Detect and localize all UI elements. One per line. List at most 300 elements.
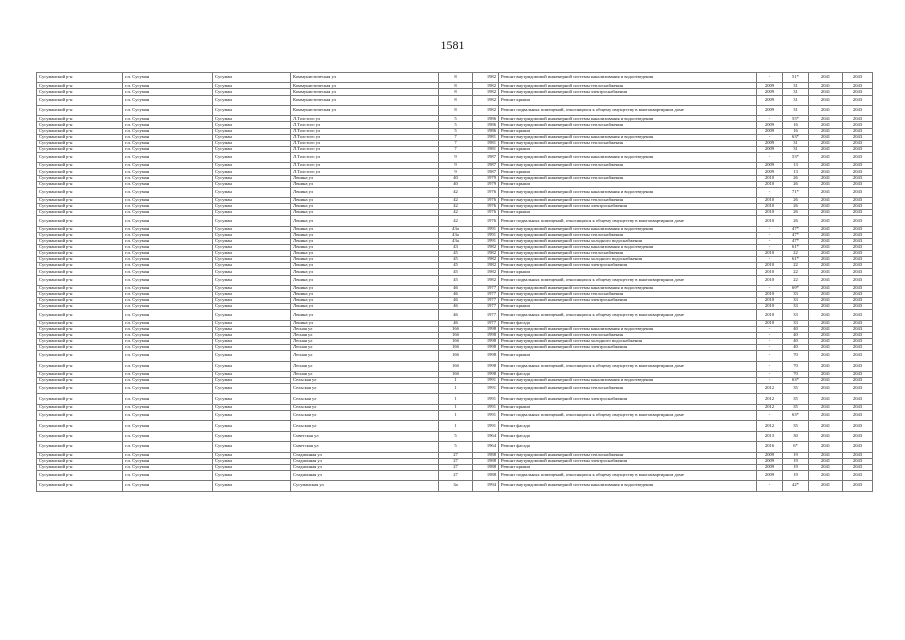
cell-work: Ремонт подвальных помещений, относящихся к общему имуществу в многоквартирном доме <box>499 310 757 320</box>
cell-period-end: 2043 <box>843 140 873 146</box>
cell-house: 27 <box>439 452 473 458</box>
cell-settlement: г.п. Сусуман <box>123 198 213 204</box>
cell-house: 8 <box>439 73 473 83</box>
cell-street: Ленина ул <box>291 251 439 257</box>
cell-street: Коммунистическая ул <box>291 89 439 95</box>
cell-municipality: Сусуман <box>213 83 291 89</box>
cell-house: 1 <box>439 394 473 404</box>
cell-street: Ленина ул <box>291 245 439 251</box>
cell-house: 7 <box>439 140 473 146</box>
cell-house: 8 <box>439 95 473 105</box>
cell-house: 43 <box>439 245 473 251</box>
cell-district: Сусуманский р-н <box>37 128 123 134</box>
cell-district: Сусуманский р-н <box>37 371 123 377</box>
cell-work: Ремонт внутридомовой инженерной системы канализования и водоотведения <box>499 134 757 140</box>
cell-plan-from: 2010 <box>757 210 783 216</box>
cell-plan-from: 2009 <box>757 128 783 134</box>
cell-house: 3а <box>439 481 473 491</box>
cell-settlement: г.п. Сусуман <box>123 332 213 338</box>
cell-plan-from: - <box>757 226 783 232</box>
cell-work: Ремонт крыши <box>499 269 757 275</box>
cell-plan-from: 2009 <box>757 470 783 480</box>
cell-municipality: Сусуман <box>213 421 291 431</box>
cell-settlement: г.п. Сусуман <box>123 163 213 169</box>
cell-period-end: 2043 <box>843 73 873 83</box>
cell-settlement: г.п. Сусуман <box>123 320 213 326</box>
cell-plan-from: 2009 <box>757 122 783 128</box>
cell-settlement: г.п. Сусуман <box>123 378 213 384</box>
cell-house: 8 <box>439 105 473 115</box>
cell-district: Сусуманский р-н <box>37 73 123 83</box>
cell-district: Сусуманский р-н <box>37 378 123 384</box>
cell-house: 46 <box>439 304 473 310</box>
cell-plan-from: 2009 <box>757 105 783 115</box>
cell-street: Лесная ул <box>291 345 439 351</box>
cell-house: 46 <box>439 298 473 304</box>
cell-district: Сусуманский р-н <box>37 146 123 152</box>
cell-plan-cost: 33 <box>783 291 809 297</box>
cell-work: Ремонт фасада <box>499 442 757 452</box>
cell-plan-cost: 42* <box>783 481 809 491</box>
cell-settlement: г.п. Сусуман <box>123 361 213 371</box>
cell-district: Сусуманский р-н <box>37 238 123 244</box>
cell-settlement: г.п. Сусуман <box>123 404 213 410</box>
cell-period-start: 2041 <box>809 285 843 291</box>
cell-plan-cost: 31 <box>783 105 809 115</box>
cell-street: Стадионная ул <box>291 458 439 464</box>
cell-district: Сусуманский р-н <box>37 361 123 371</box>
cell-settlement: г.п. Сусуман <box>123 146 213 152</box>
cell-year: 1982 <box>473 257 499 263</box>
cell-street: Л.Толстого ул <box>291 116 439 122</box>
cell-house: 45 <box>439 275 473 285</box>
cell-period-start: 2041 <box>809 146 843 152</box>
cell-plan-from: - <box>757 245 783 251</box>
cell-house: 16б <box>439 345 473 351</box>
cell-municipality: Сусуман <box>213 285 291 291</box>
cell-street: Коммунистическая ул <box>291 73 439 83</box>
cell-plan-cost: 35 <box>783 404 809 410</box>
cell-period-end: 2043 <box>843 470 873 480</box>
cell-period-start: 2041 <box>809 187 843 197</box>
cell-year: 1991 <box>473 410 499 420</box>
cell-plan-from: - <box>757 116 783 122</box>
cell-settlement: г.п. Сусуман <box>123 257 213 263</box>
cell-plan-cost: 47* <box>783 232 809 238</box>
cell-work: Ремонт внутридомовой инженерной системы теплоснабжения <box>499 163 757 169</box>
cell-period-end: 2043 <box>843 89 873 95</box>
cell-plan-cost: 33 <box>783 320 809 326</box>
cell-period-end: 2043 <box>843 128 873 134</box>
cell-house: 45 <box>439 257 473 263</box>
cell-work: Ремонт внутридомовой инженерной системы теплоснабжения <box>499 198 757 204</box>
cell-street: Ленина ул <box>291 275 439 285</box>
cell-year: 1998 <box>473 345 499 351</box>
cell-street: Советская ул <box>291 442 439 452</box>
cell-work: Ремонт внутридомовой инженерной системы канализования и водоотведения <box>499 116 757 122</box>
cell-municipality: Сусуман <box>213 210 291 216</box>
table-row <box>37 187 873 197</box>
cell-street: Ленина ул <box>291 304 439 310</box>
cell-settlement: г.п. Сусуман <box>123 431 213 441</box>
cell-period-start: 2041 <box>809 291 843 297</box>
cell-period-start: 2041 <box>809 169 843 175</box>
cell-house: 5 <box>439 431 473 441</box>
table-row <box>37 351 873 361</box>
cell-settlement: г.п. Сусуман <box>123 421 213 431</box>
cell-period-end: 2043 <box>843 116 873 122</box>
cell-municipality: Сусуман <box>213 134 291 140</box>
cell-period-end: 2043 <box>843 216 873 226</box>
cell-house: 5 <box>439 122 473 128</box>
cell-period-end: 2043 <box>843 95 873 105</box>
cell-work: Ремонт подвальных помещений, относящихся к общему имуществу в многоквартирном доме <box>499 361 757 371</box>
cell-municipality: Сусуман <box>213 95 291 105</box>
cell-plan-from: - <box>757 371 783 377</box>
cell-plan-cost: 19 <box>783 452 809 458</box>
cell-period-start: 2041 <box>809 326 843 332</box>
cell-period-end: 2043 <box>843 404 873 410</box>
cell-work: Ремонт крыши <box>499 128 757 134</box>
cell-settlement: г.п. Сусуман <box>123 298 213 304</box>
cell-period-end: 2043 <box>843 338 873 344</box>
cell-year: 1981 <box>473 146 499 152</box>
cell-street: Л.Толстого ул <box>291 128 439 134</box>
cell-year: 1991 <box>473 378 499 384</box>
cell-municipality: Сусуман <box>213 175 291 181</box>
cell-work: Ремонт внутридомовой инженерной системы канализования и водоотведения <box>499 245 757 251</box>
cell-street: Коммунистическая ул <box>291 83 439 89</box>
cell-year: 1998 <box>473 351 499 361</box>
cell-work: Ремонт внутридомовой инженерной системы канализования и водоотведения <box>499 378 757 384</box>
cell-period-end: 2043 <box>843 291 873 297</box>
cell-house: 9 <box>439 163 473 169</box>
cell-period-end: 2043 <box>843 152 873 162</box>
cell-year: 1982 <box>473 263 499 269</box>
cell-period-start: 2041 <box>809 216 843 226</box>
cell-year: 1991 <box>473 238 499 244</box>
cell-work: Ремонт внутридомовой инженерной системы канализования и водоотведения <box>499 285 757 291</box>
cell-district: Сусуманский р-н <box>37 298 123 304</box>
cell-year: 1991 <box>473 421 499 431</box>
cell-settlement: г.п. Сусуман <box>123 291 213 297</box>
cell-plan-cost: 30 <box>783 431 809 441</box>
cell-work: Ремонт внутридомовой инженерной системы электроснабжения <box>499 263 757 269</box>
cell-street: Коммунистическая ул <box>291 105 439 115</box>
cell-work: Ремонт подвальных помещений, относящихся к общему имуществу в многоквартирном доме <box>499 216 757 226</box>
cell-year: 1977 <box>473 310 499 320</box>
cell-district: Сусуманский р-н <box>37 251 123 257</box>
cell-district: Сусуманский р-н <box>37 232 123 238</box>
cell-work: Ремонт внутридомовой инженерной системы канализования и водоотведения <box>499 152 757 162</box>
cell-plan-cost: 35 <box>783 384 809 394</box>
cell-district: Сусуманский р-н <box>37 338 123 344</box>
cell-street: Ленина ул <box>291 210 439 216</box>
cell-period-end: 2043 <box>843 464 873 470</box>
cell-district: Сусуманский р-н <box>37 291 123 297</box>
cell-period-end: 2043 <box>843 187 873 197</box>
cell-year: 1982 <box>473 95 499 105</box>
cell-street: Ленина ул <box>291 198 439 204</box>
cell-year: 1977 <box>473 285 499 291</box>
cell-work: Ремонт внутридомовой инженерной системы канализования и водоотведения <box>499 187 757 197</box>
cell-house: 16б <box>439 361 473 371</box>
cell-year: 1987 <box>473 152 499 162</box>
table-row <box>37 421 873 431</box>
cell-period-end: 2043 <box>843 251 873 257</box>
cell-period-end: 2043 <box>843 298 873 304</box>
cell-settlement: г.п. Сусуман <box>123 458 213 464</box>
cell-work: Ремонт внутридомовой инженерной системы холодного водоснабжения <box>499 257 757 263</box>
table-row <box>37 410 873 420</box>
cell-house: 42 <box>439 210 473 216</box>
cell-house: 42 <box>439 204 473 210</box>
cell-period-end: 2043 <box>843 105 873 115</box>
cell-period-start: 2041 <box>809 404 843 410</box>
cell-street: Ленина ул <box>291 263 439 269</box>
cell-house: 8 <box>439 89 473 95</box>
cell-district: Сусуманский р-н <box>37 95 123 105</box>
cell-district: Сусуманский р-н <box>37 204 123 210</box>
cell-period-end: 2043 <box>843 122 873 128</box>
cell-work: Ремонт подвальных помещений, относящихся к общему имуществу в многоквартирном доме <box>499 275 757 285</box>
cell-work: Ремонт фасада <box>499 431 757 441</box>
cell-settlement: г.п. Сусуман <box>123 152 213 162</box>
cell-house: 7 <box>439 134 473 140</box>
cell-street: Сельская ул <box>291 410 439 420</box>
cell-period-end: 2043 <box>843 238 873 244</box>
cell-street: Лесная ул <box>291 338 439 344</box>
cell-district: Сусуманский р-н <box>37 320 123 326</box>
cell-year: 1981 <box>473 134 499 140</box>
cell-period-start: 2041 <box>809 338 843 344</box>
cell-plan-cost: 51* <box>783 73 809 83</box>
cell-year: 1991 <box>473 232 499 238</box>
cell-plan-cost: 13 <box>783 163 809 169</box>
cell-plan-cost: 26 <box>783 181 809 187</box>
cell-period-start: 2041 <box>809 122 843 128</box>
cell-plan-cost: 19 <box>783 464 809 470</box>
cell-municipality: Сусуман <box>213 310 291 320</box>
cell-period-end: 2043 <box>843 394 873 404</box>
cell-work: Ремонт внутридомовой инженерной системы теплоснабжения <box>499 251 757 257</box>
cell-plan-cost: 40 <box>783 332 809 338</box>
cell-street: Стадионная ул <box>291 452 439 458</box>
cell-plan-cost: 70 <box>783 351 809 361</box>
cell-settlement: г.п. Сусуман <box>123 326 213 332</box>
cell-plan-from: - <box>757 481 783 491</box>
cell-settlement: г.п. Сусуман <box>123 251 213 257</box>
cell-plan-cost: 26 <box>783 216 809 226</box>
cell-period-start: 2041 <box>809 269 843 275</box>
cell-plan-cost: 47* <box>783 238 809 244</box>
cell-period-start: 2041 <box>809 384 843 394</box>
cell-period-start: 2041 <box>809 251 843 257</box>
cell-plan-cost: 19 <box>783 470 809 480</box>
cell-year: 1988 <box>473 452 499 458</box>
cell-period-start: 2041 <box>809 470 843 480</box>
cell-settlement: г.п. Сусуман <box>123 175 213 181</box>
cell-settlement: г.п. Сусуман <box>123 310 213 320</box>
cell-plan-cost: 31 <box>783 83 809 89</box>
cell-settlement: г.п. Сусуман <box>123 245 213 251</box>
cell-street: Л.Толстого ул <box>291 140 439 146</box>
cell-district: Сусуманский р-н <box>37 384 123 394</box>
cell-street: Лесная ул <box>291 361 439 371</box>
cell-period-start: 2041 <box>809 181 843 187</box>
cell-period-start: 2041 <box>809 175 843 181</box>
table-row <box>37 394 873 404</box>
cell-house: 45 <box>439 263 473 269</box>
cell-street: Ленина ул <box>291 291 439 297</box>
cell-street: Сусуманская ул <box>291 481 439 491</box>
cell-street: Ленина ул <box>291 238 439 244</box>
cell-plan-from: - <box>757 410 783 420</box>
cell-municipality: Сусуман <box>213 452 291 458</box>
cell-plan-cost: 26 <box>783 198 809 204</box>
cell-period-end: 2043 <box>843 169 873 175</box>
cell-year: 1976 <box>473 187 499 197</box>
cell-plan-cost: 16 <box>783 128 809 134</box>
cell-work: Ремонт внутридомовой инженерной системы теплоснабжения <box>499 140 757 146</box>
cell-period-end: 2043 <box>843 378 873 384</box>
cell-street: Л.Толстого ул <box>291 134 439 140</box>
cell-period-end: 2043 <box>843 198 873 204</box>
cell-plan-cost: 31 <box>783 140 809 146</box>
cell-period-start: 2041 <box>809 116 843 122</box>
cell-year: 1977 <box>473 291 499 297</box>
cell-district: Сусуманский р-н <box>37 442 123 452</box>
cell-house: 27 <box>439 458 473 464</box>
cell-district: Сусуманский р-н <box>37 198 123 204</box>
cell-municipality: Сусуман <box>213 320 291 326</box>
cell-street: Л.Толстого ул <box>291 152 439 162</box>
cell-plan-from: 2010 <box>757 181 783 187</box>
cell-house: 7 <box>439 146 473 152</box>
table-body <box>37 73 873 492</box>
cell-work: Ремонт внутридомовой инженерной системы теплоснабжения <box>499 332 757 338</box>
cell-house: 1 <box>439 404 473 410</box>
cell-district: Сусуманский р-н <box>37 181 123 187</box>
cell-period-end: 2043 <box>843 83 873 89</box>
cell-year: 1987 <box>473 163 499 169</box>
cell-municipality: Сусуман <box>213 351 291 361</box>
table-row <box>37 216 873 226</box>
cell-period-start: 2041 <box>809 320 843 326</box>
cell-period-end: 2043 <box>843 285 873 291</box>
cell-period-start: 2041 <box>809 83 843 89</box>
cell-year: 1982 <box>473 251 499 257</box>
cell-street: Л.Толстого ул <box>291 163 439 169</box>
cell-municipality: Сусуман <box>213 464 291 470</box>
cell-house: 5 <box>439 128 473 134</box>
cell-street: Л.Толстого ул <box>291 169 439 175</box>
cell-municipality: Сусуман <box>213 458 291 464</box>
cell-period-end: 2043 <box>843 181 873 187</box>
cell-plan-from: 2009 <box>757 146 783 152</box>
cell-year: 1986 <box>473 116 499 122</box>
cell-municipality: Сусуман <box>213 269 291 275</box>
cell-period-end: 2043 <box>843 146 873 152</box>
cell-district: Сусуманский р-н <box>37 310 123 320</box>
cell-house: 45 <box>439 251 473 257</box>
cell-plan-cost: 70 <box>783 371 809 377</box>
cell-work: Ремонт внутридомовой инженерной системы электроснабжения <box>499 298 757 304</box>
cell-period-start: 2041 <box>809 263 843 269</box>
cell-settlement: г.п. Сусуман <box>123 464 213 470</box>
cell-plan-from: 2010 <box>757 175 783 181</box>
cell-settlement: г.п. Сусуман <box>123 410 213 420</box>
cell-year: 1998 <box>473 361 499 371</box>
cell-house: 42 <box>439 187 473 197</box>
cell-period-start: 2041 <box>809 304 843 310</box>
cell-district: Сусуманский р-н <box>37 134 123 140</box>
cell-settlement: г.п. Сусуман <box>123 169 213 175</box>
cell-period-end: 2043 <box>843 304 873 310</box>
cell-district: Сусуманский р-н <box>37 105 123 115</box>
cell-house: 42 <box>439 198 473 204</box>
cell-plan-from: 2012 <box>757 384 783 394</box>
cell-house: 1 <box>439 378 473 384</box>
cell-plan-cost: 40 <box>783 338 809 344</box>
cell-settlement: г.п. Сусуман <box>123 269 213 275</box>
cell-period-end: 2043 <box>843 326 873 332</box>
cell-house: 8 <box>439 83 473 89</box>
cell-plan-cost: 69* <box>783 285 809 291</box>
cell-house: 42 <box>439 216 473 226</box>
cell-period-start: 2041 <box>809 345 843 351</box>
cell-municipality: Сусуман <box>213 187 291 197</box>
cell-plan-from: - <box>757 152 783 162</box>
cell-municipality: Сусуман <box>213 371 291 377</box>
cell-plan-from: - <box>757 232 783 238</box>
cell-period-start: 2041 <box>809 371 843 377</box>
cell-district: Сусуманский р-н <box>37 332 123 338</box>
cell-work: Ремонт крыши <box>499 464 757 470</box>
cell-settlement: г.п. Сусуман <box>123 134 213 140</box>
table-row <box>37 442 873 452</box>
cell-municipality: Сусуман <box>213 89 291 95</box>
cell-municipality: Сусуман <box>213 361 291 371</box>
cell-work: Ремонт внутридомовой инженерной системы теплоснабжения <box>499 175 757 181</box>
cell-plan-from: 2009 <box>757 83 783 89</box>
cell-period-start: 2041 <box>809 361 843 371</box>
cell-plan-cost: 33 <box>783 298 809 304</box>
cell-municipality: Сусуман <box>213 226 291 232</box>
cell-street: Ленина ул <box>291 187 439 197</box>
cell-settlement: г.п. Сусуман <box>123 275 213 285</box>
cell-district: Сусуманский р-н <box>37 470 123 480</box>
cell-plan-cost: 63* <box>783 134 809 140</box>
cell-year: 1981 <box>473 140 499 146</box>
cell-street: Лесная ул <box>291 351 439 361</box>
cell-plan-from: - <box>757 134 783 140</box>
cell-district: Сусуманский р-н <box>37 404 123 410</box>
cell-period-end: 2043 <box>843 452 873 458</box>
cell-year: 1964 <box>473 431 499 441</box>
cell-street: Ленина ул <box>291 257 439 263</box>
cell-municipality: Сусуман <box>213 470 291 480</box>
cell-period-end: 2043 <box>843 384 873 394</box>
cell-work: Ремонт внутридомовой инженерной системы теплоснабжения <box>499 83 757 89</box>
cell-house: 46 <box>439 285 473 291</box>
cell-municipality: Сусуман <box>213 216 291 226</box>
cell-street: Стадионная ул <box>291 470 439 480</box>
cell-work: Ремонт крыши <box>499 169 757 175</box>
cell-district: Сусуманский р-н <box>37 187 123 197</box>
cell-year: 1976 <box>473 216 499 226</box>
cell-period-start: 2041 <box>809 140 843 146</box>
